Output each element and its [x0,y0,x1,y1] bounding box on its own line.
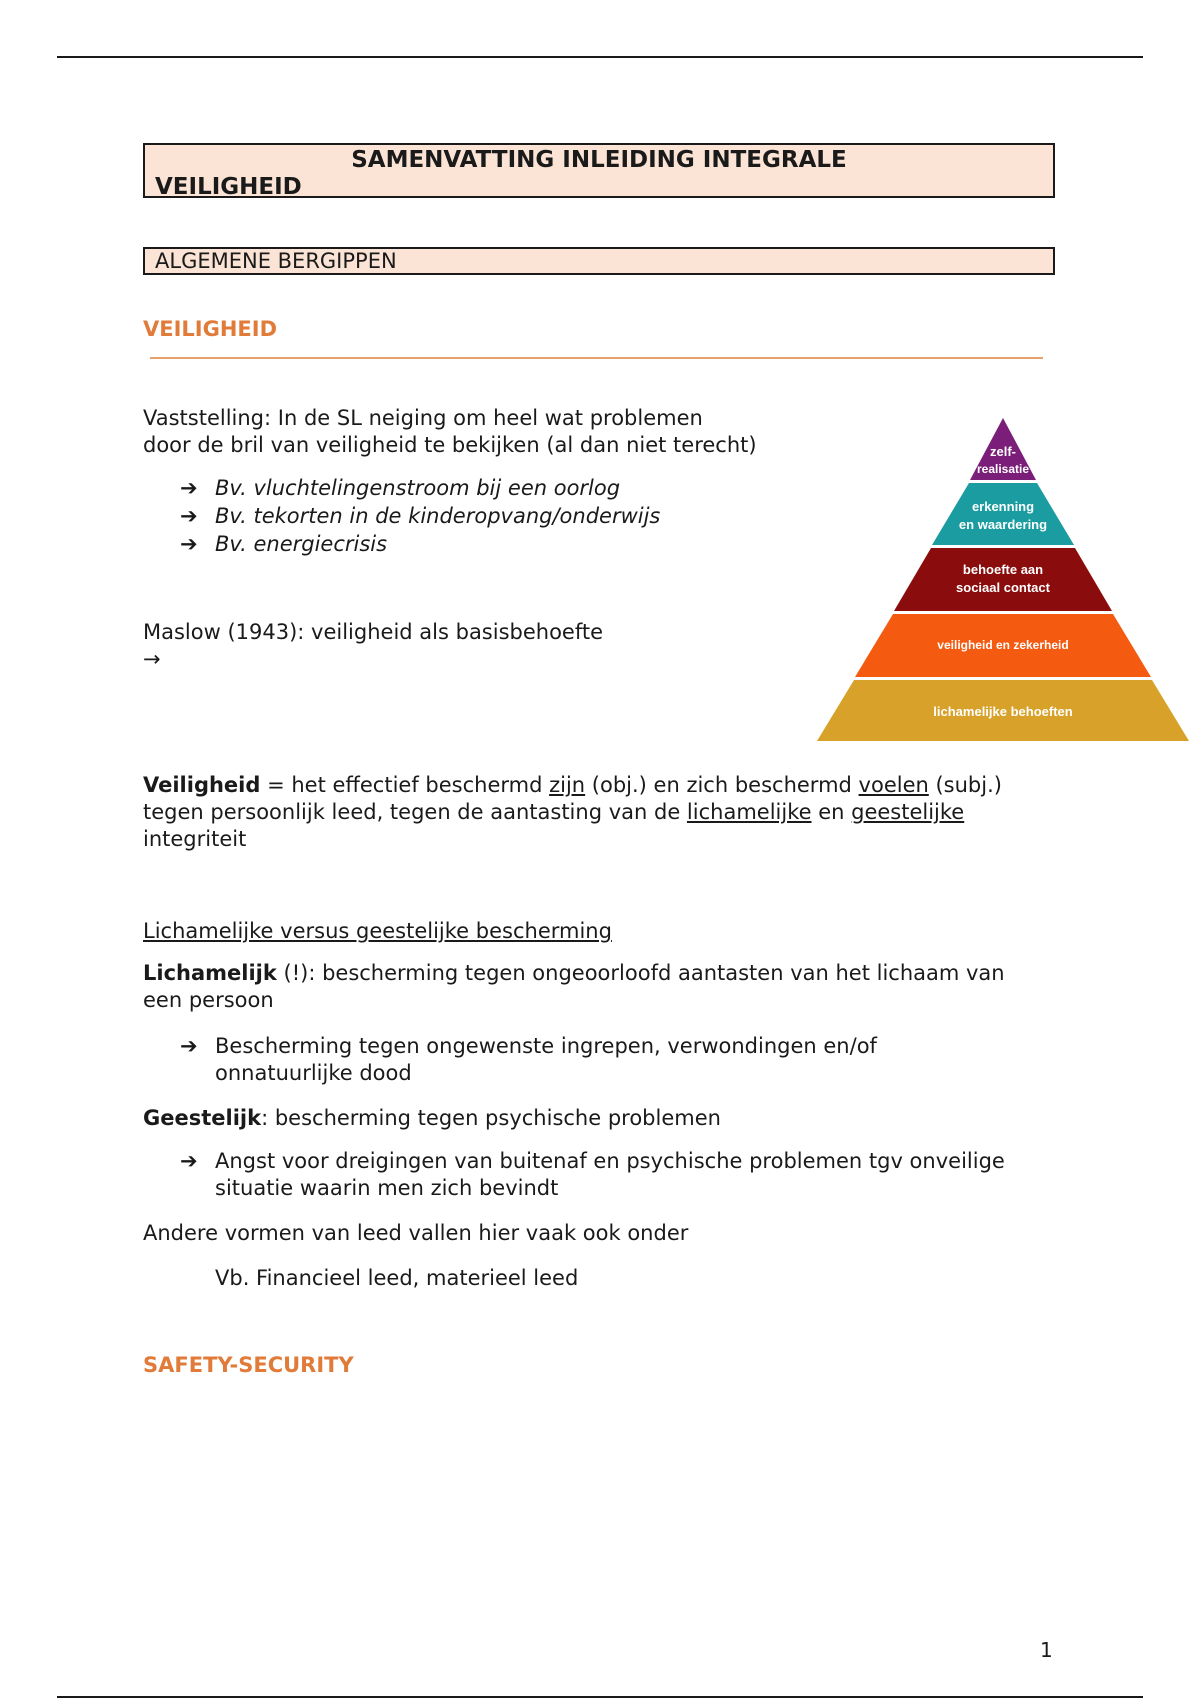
definition-term: Veiligheid [143,773,261,797]
example-text: Bv. vluchtelingenstroom bij een oorlog [215,476,621,500]
lichamelijk-text: een persoon [143,988,274,1012]
arrow-icon: ➔ [180,1149,198,1173]
pyramid-label: lichamelijke behoeften [933,704,1073,719]
pyramid-label: veiligheid en zekerheid [937,638,1069,652]
sub-heading: Lichamelijke versus geestelijke bescherming [143,919,612,943]
maslow-arrow-icon: → [143,647,161,671]
heading-safety-security: SAFETY-SECURITY [143,1353,354,1377]
lichamelijk-text: (!): bescherming tegen ongeoorloofd aantasten van het lichaam van [276,961,1005,985]
bullet-text [215,1148,1060,1202]
title-line-2: VEILIGHEID [155,174,302,200]
arrow-icon: ➔ [180,476,198,500]
heading-underline [150,357,1043,359]
bullet-line: situatie waarin men zich bevindt [215,1176,559,1200]
lichamelijk-bullet [180,1033,1060,1087]
vb-paragraph: Vb. Financieel leed, materieel leed [215,1266,579,1290]
document-title-box [143,143,1055,198]
vaststelling-line-2: door de bril van veiligheid te bekijken (al dan niet terecht) [143,433,757,457]
bullet-line: Bescherming tegen ongewenste ingrepen, verwondingen en/of [215,1034,877,1058]
maslow-line: Maslow (1943): veiligheid als basisbehoefte [143,620,604,644]
geestelijk-bullet [180,1148,1060,1202]
maslow-pyramid-image [815,418,1191,743]
lichamelijk-term: Lichamelijk [143,961,277,985]
arrow-icon: ➔ [180,1034,198,1058]
page-number: 1 [1040,1638,1053,1662]
andere-paragraph: Andere vormen van leed vallen hier vaak ook onder [143,1221,689,1245]
pyramid-label: realisatie [976,462,1030,476]
pyramid-label: behoefte aan [962,562,1044,577]
arrow-icon: ➔ [180,532,198,556]
bullet-line: onnatuurlijke dood [215,1061,412,1085]
definition-text: (subj.) [928,773,1002,797]
top-rule [57,56,1143,58]
definition-text: = het effectief beschermd [260,773,550,797]
pyramid-label: erkenning [971,499,1035,514]
pyramid-label: en waardering [958,517,1048,532]
geestelijk-paragraph [143,1105,1063,1132]
definition-text: integriteit [143,827,247,851]
geestelijk-text: : bescherming tegen psychische problemen [261,1106,721,1130]
definition-text: (obj.) en zich beschermd [585,773,859,797]
bottom-rule [57,1696,1143,1698]
definition-paragraph [143,772,1063,853]
definition-text: en [811,800,852,824]
bullet-line: Angst voor dreigingen van buitenaf en psychische problemen tgv onveilige [215,1149,1005,1173]
vaststelling-line-1: Vaststelling: In de SL neiging om heel wat problemen [143,406,703,430]
geestelijk-term: Geestelijk [143,1106,262,1130]
pyramid-level-erkenning [932,483,1074,545]
definition-lichamelijke: lichamelijke [686,800,812,824]
example-text: Bv. tekorten in de kinderopvang/onderwijs [215,504,661,528]
heading-veiligheid: VEILIGHEID [143,317,278,341]
example-text: Bv. energiecrisis [215,532,388,556]
section-box: ALGEMENE BERGIPPEN [143,247,1055,275]
definition-voelen: voelen [858,773,929,797]
title-line-1: SAMENVATTING INLEIDING INTEGRALE [351,147,847,173]
pyramid-label: sociaal contact [956,580,1050,595]
pyramid-label: zelf- [990,444,1016,459]
definition-zijn: zijn [549,773,586,797]
bullet-text [215,1033,1060,1087]
definition-geestelijke: geestelijke [851,800,965,824]
definition-text: tegen persoonlijk leed, tegen de aantasting van de [143,800,687,824]
lichamelijk-paragraph [143,960,1063,1014]
arrow-icon: ➔ [180,504,198,528]
